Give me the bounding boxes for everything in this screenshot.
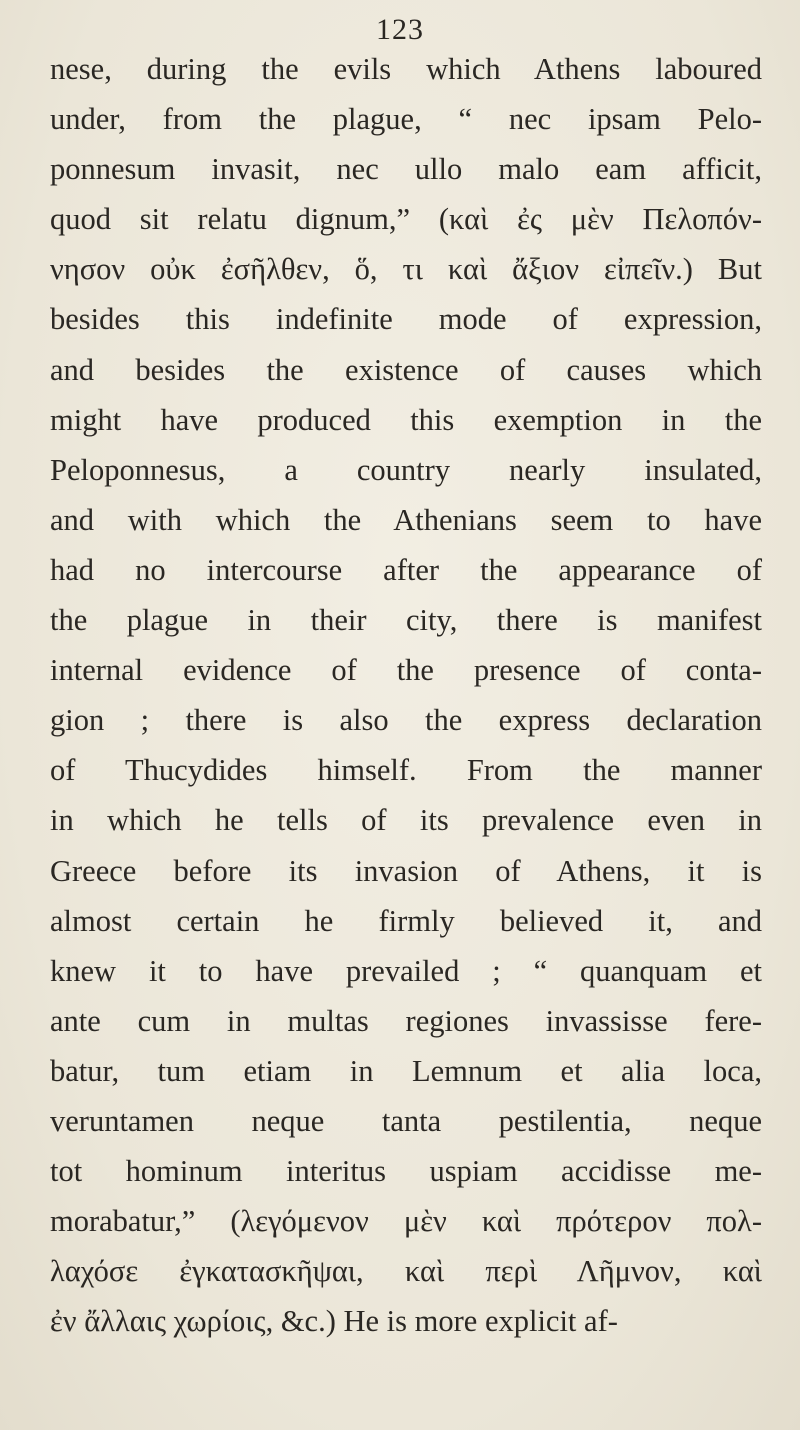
text-line: might have produced this exemption in the <box>50 402 762 437</box>
text-line: batur, tum etiam in Lemnum et alia loca, <box>50 1053 762 1088</box>
text-line: morabatur,” (λεγόμενον μὲν καὶ πρότερον πολ- <box>50 1204 762 1239</box>
text-line: nese, during the evils which Athens laboured <box>50 52 762 86</box>
text-line: ponnesum invasit, nec ullo malo eam afficit, <box>50 152 762 187</box>
text-line: of Thucydides himself. From the manner <box>50 753 762 788</box>
body-text <box>50 44 762 1346</box>
text-line: and with which the Athenians seem to have <box>50 502 762 537</box>
text-line: ἐν ἄλλαις χωρίοις, &c.) He is more explicit af- <box>50 1304 618 1339</box>
page-number: 123 <box>376 13 424 46</box>
text-line: Greece before its invasion of Athens, it is <box>50 853 762 888</box>
text-line: veruntamen neque tanta pestilentia, neque <box>50 1103 762 1138</box>
text-line: Peloponnesus, a country nearly insulated, <box>50 452 762 487</box>
text-line: besides this indefinite mode of expression, <box>50 302 762 337</box>
text-line: tot hominum interitus uspiam accidisse me- <box>50 1154 762 1189</box>
text-line: knew it to have prevailed ; “ quanquam et <box>50 953 762 988</box>
text-line: gion ; there is also the express declaration <box>50 703 762 738</box>
text-line: in which he tells of its prevalence even in <box>50 803 762 838</box>
text-line: νησον οὐκ ἐσῆλθεν, ὅ, τι καὶ ἄξιον εἰπεῖν.) But <box>50 252 762 287</box>
text-line: almost certain he firmly believed it, and <box>50 903 762 938</box>
text-line: had no intercourse after the appearance of <box>50 552 762 587</box>
text-line: under, from the plague, “ nec ipsam Pelo- <box>50 102 762 137</box>
text-line: and besides the existence of causes which <box>50 352 762 387</box>
text-line: ante cum in multas regiones invassisse fere- <box>50 1003 762 1038</box>
text-line: internal evidence of the presence of conta- <box>50 653 762 688</box>
text-line: quod sit relatu dignum,” (καὶ ἐς μὲν Πελοπόν- <box>50 202 762 237</box>
text-line: λαχόσε ἐγκατασκῆψαι, καὶ περὶ Λῆμνον, καὶ <box>50 1254 762 1289</box>
text-line: the plague in their city, there is manifest <box>50 603 762 638</box>
